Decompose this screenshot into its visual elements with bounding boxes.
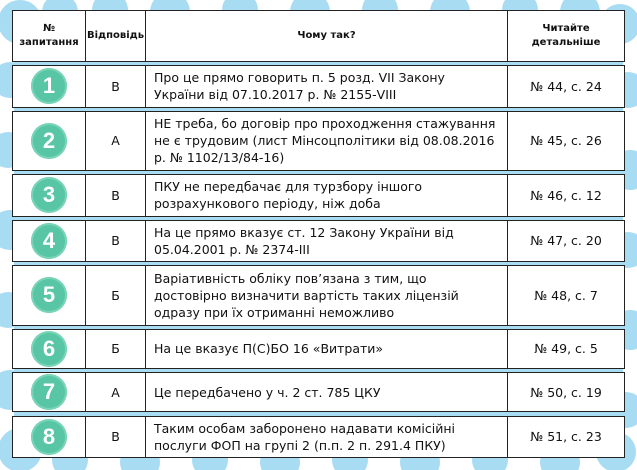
reference-cell: № 47, с. 20 xyxy=(508,220,625,262)
question-number-badge: 3 xyxy=(31,177,67,213)
reference-cell: № 48, с. 7 xyxy=(508,265,625,325)
explanation-cell: Таким особам заборонено надавати комісійні послуги ФОП на групі 2 (п.п. 2 п. 291.4 ПКУ) xyxy=(146,416,508,458)
header-read-more: Читайте детальніше xyxy=(508,10,625,62)
question-number-badge: 6 xyxy=(31,331,67,367)
answer-cell: В xyxy=(86,174,146,216)
reference-cell: № 50, с. 19 xyxy=(508,372,625,412)
explanation-cell: На це прямо вказує ст. 12 Закону України від 05.04.2001 р. № 2374-ІІІ xyxy=(146,220,508,262)
explanation-cell: ПКУ не передбачає для турзбору іншого розрахункового періоду, ніж доба xyxy=(146,174,508,216)
question-number-badge: 4 xyxy=(31,223,67,259)
table-row xyxy=(12,65,625,107)
table-row xyxy=(12,329,625,369)
question-number-badge: 2 xyxy=(31,123,67,159)
reference-cell: № 45, с. 26 xyxy=(508,111,625,171)
answer-cell: А xyxy=(86,111,146,171)
answer-cell: Б xyxy=(86,329,146,369)
explanation-cell: Варіативність обліку пов’язана з тим, що достовірно визначити вартість таких ліцензій одразу при їх отриманні неможливо xyxy=(146,265,508,325)
reference-cell: № 49, с. 5 xyxy=(508,329,625,369)
table-row xyxy=(12,220,625,262)
question-number-badge: 7 xyxy=(31,374,67,410)
explanation-cell: На це вказує П(С)БО 16 «Витрати» xyxy=(146,329,508,369)
answer-cell: В xyxy=(86,220,146,262)
answers-table xyxy=(12,10,625,458)
header-question-number: № запитання xyxy=(12,10,86,62)
table-row xyxy=(12,265,625,325)
answer-cell: Б xyxy=(86,265,146,325)
explanation-cell: Це передбачено у ч. 2 ст. 785 ЦКУ xyxy=(146,372,508,412)
answer-cell: В xyxy=(86,65,146,107)
answer-cell: А xyxy=(86,372,146,412)
header-why: Чому так? xyxy=(146,10,508,62)
question-number-badge: 5 xyxy=(31,277,67,313)
table-row xyxy=(12,111,625,171)
header-answer: Відповідь xyxy=(86,10,146,62)
question-number-badge: 8 xyxy=(31,419,67,455)
table-row xyxy=(12,174,625,216)
reference-cell: № 44, с. 24 xyxy=(508,65,625,107)
explanation-cell: НЕ треба, бо договір про проходження стажування не є трудовим (лист Мінсоцполітики від 08.08.2016 р. № 1102/13/84-16) xyxy=(146,111,508,171)
table-row xyxy=(12,372,625,412)
question-number-badge: 1 xyxy=(31,68,67,104)
reference-cell: № 46, с. 12 xyxy=(508,174,625,216)
reference-cell: № 51, с. 23 xyxy=(508,416,625,458)
answer-cell: В xyxy=(86,416,146,458)
table-row xyxy=(12,416,625,458)
explanation-cell: Про це прямо говорить п. 5 розд. VII Закону України від 07.10.2017 р. № 2155-VIII xyxy=(146,65,508,107)
